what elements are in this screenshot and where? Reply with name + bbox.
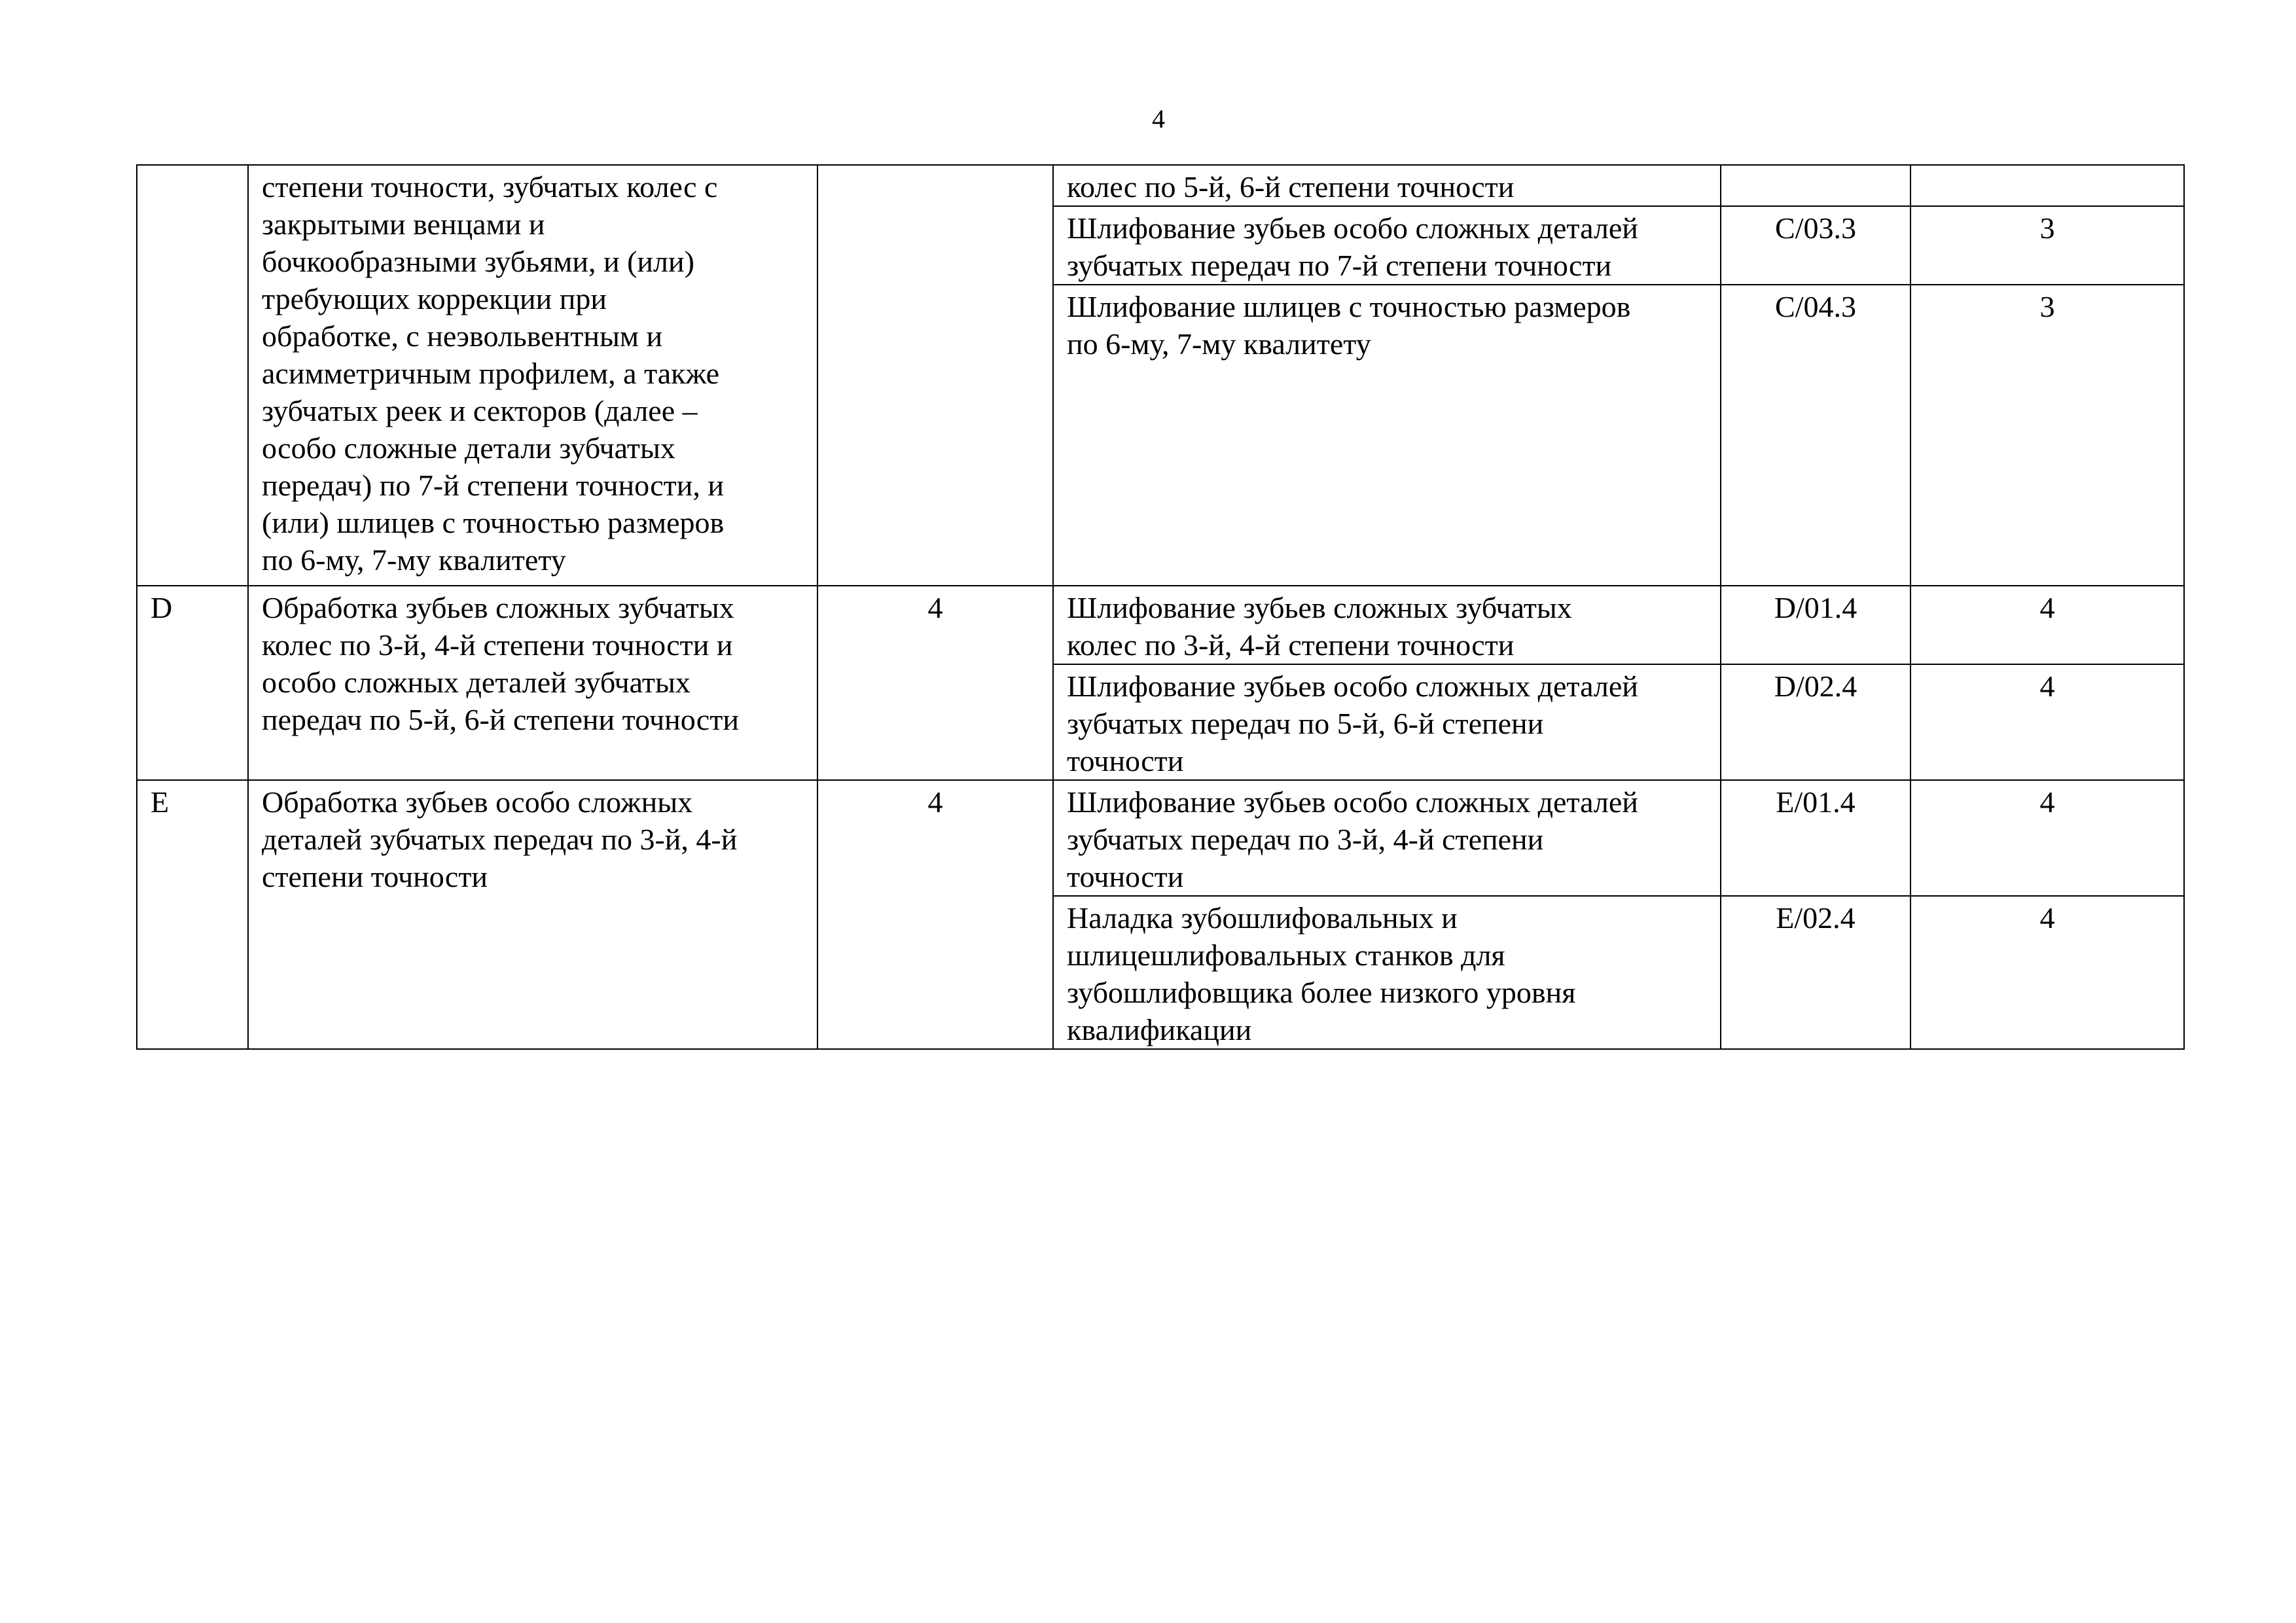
labor-function-code: D/02.4 [1721,664,1910,780]
labor-function-level: 4 [1910,586,2184,664]
labor-function-level: 3 [1910,206,2184,285]
generalized-function-code: D [137,586,248,780]
labor-function-name: Шлифование зубьев особо сложных деталей зубчатых передач по 3-й, 4-й степени точности [1053,780,1721,896]
table-row [137,780,2184,896]
labor-function-name: Наладка зубошлифовальных и шлицешлифовальных станков для зубошлифовщика более низкого уровня квалификации [1053,896,1721,1049]
labor-function-level [1910,165,2184,206]
labor-function-code: C/03.3 [1721,206,1910,285]
labor-function-level: 3 [1910,285,2184,586]
labor-function-name: колес по 5-й, 6-й степени точности [1053,165,1721,206]
generalized-function-name: Обработка зубьев сложных зубчатых колес по 3-й, 4-й степени точности и особо сложных деталей зубчатых передач по 5-й, 6-й степени точности [248,586,817,780]
generalized-function-code [137,165,248,586]
labor-function-code: C/04.3 [1721,285,1910,586]
generalized-function-code: E [137,780,248,1049]
labor-function-name: Шлифование зубьев особо сложных деталей зубчатых передач по 7-й степени точности [1053,206,1721,285]
labor-function-code: E/02.4 [1721,896,1910,1049]
page-number: 4 [1152,104,1165,134]
labor-function-level: 4 [1910,896,2184,1049]
generalized-function-level [817,165,1053,586]
labor-function-name: Шлифование зубьев особо сложных деталей зубчатых передач по 5-й, 6-й степени точности [1053,664,1721,780]
generalized-function-level: 4 [817,780,1053,1049]
labor-functions-table [136,164,2185,1050]
generalized-function-name: степени точности, зубчатых колес с закрытыми венцами и бочкообразными зубьями, и (или) требующих коррекции при обработке, с неэвольвентным и асимметричным профилем, а также зубчатых реек и секторов (далее – особо сложные детали зубчатых передач) по 7-й степени точности, и (или) шлицев с точностью размеров по 6-му, 7-му квалитету [248,165,817,586]
labor-function-code: D/01.4 [1721,586,1910,664]
labor-function-name: Шлифование зубьев сложных зубчатых колес по 3-й, 4-й степени точности [1053,586,1721,664]
labor-function-code [1721,165,1910,206]
labor-function-level: 4 [1910,664,2184,780]
labor-function-code: E/01.4 [1721,780,1910,896]
labor-function-level: 4 [1910,780,2184,896]
generalized-function-name: Обработка зубьев особо сложных деталей зубчатых передач по 3-й, 4-й степени точности [248,780,817,1049]
table-row [137,586,2184,664]
labor-function-name: Шлифование шлицев с точностью размеров по 6-му, 7-му квалитету [1053,285,1721,586]
generalized-function-level: 4 [817,586,1053,780]
table-row [137,165,2184,206]
